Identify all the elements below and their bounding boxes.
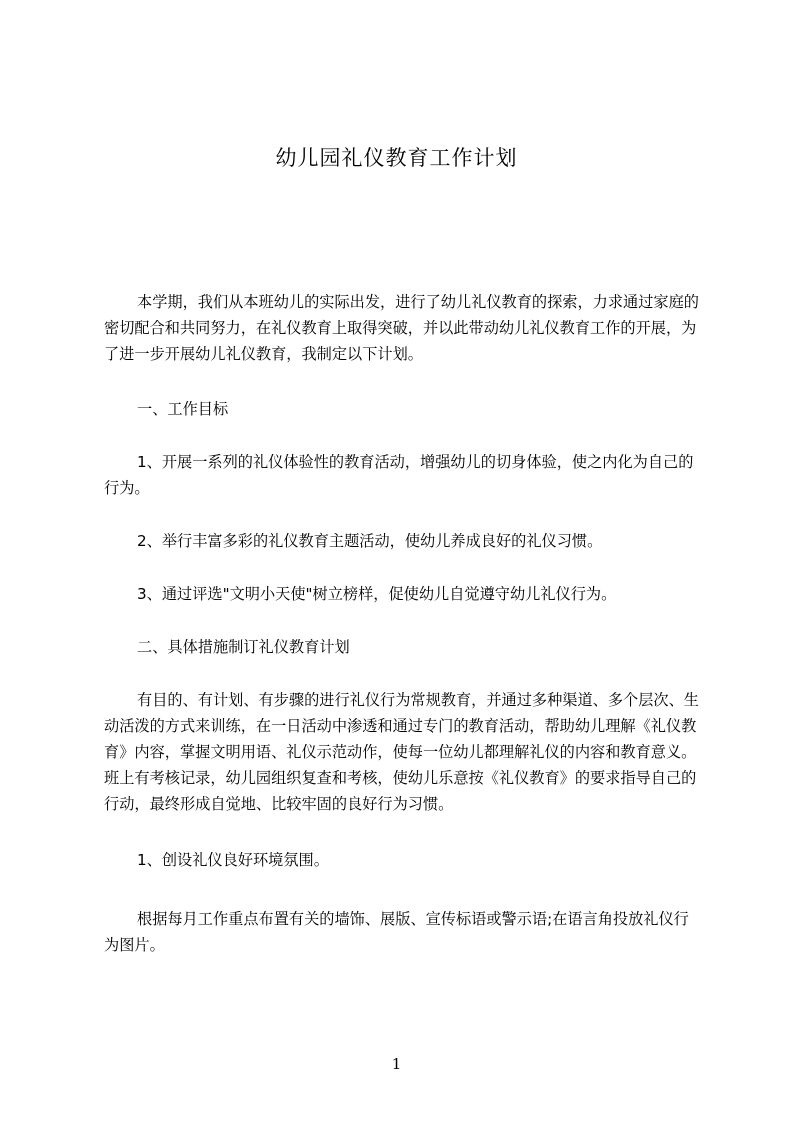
subsection-heading-environment: 1、创设礼仪良好环境氛围。 bbox=[137, 851, 329, 869]
section-heading-measures: 二、具体措施制订礼仪教育计划 bbox=[137, 638, 350, 656]
measures-paragraph: 有目的、有计划、有步骤的进行礼仪行为常规教育，并通过多种渠道、多个层次、生动活泼的方式来训练，在一日活动中渗透和通过专门的教育活动，帮助幼儿理解《礼仪教育》内容，掌握文明用语、礼仪示范动作，使每一位幼儿都理解礼仪的内容和教育意义。班上有考核记录，幼儿园组织复查和考核，使幼儿乐意按《礼仪教育》的要求指导自己的行动，最终形成自觉地、比较牢固的良好行为习惯。 bbox=[104, 691, 699, 813]
goal-item-3: 3、通过评选"文明小天使"树立榜样，促使幼儿自觉遵守幼儿礼仪行为。 bbox=[137, 585, 617, 603]
page-number: 1 bbox=[391, 1055, 402, 1073]
document-title: 幼儿园礼仪教育工作计划 bbox=[275, 146, 518, 170]
environment-paragraph: 根据每月工作重点布置有关的墙饰、展版、宣传标语或警示语;在语言角投放礼仪行为图片。 bbox=[104, 910, 689, 954]
goal-item-1: 1、开展一系列的礼仪体验性的教育活动，增强幼儿的切身体验，使之内化为自己的行为。 bbox=[104, 453, 694, 497]
intro-paragraph: 本学期，我们从本班幼儿的实际出发，进行了幼儿礼仪教育的探索，力求通过家庭的密切配合和共同努力，在礼仪教育上取得突破，并以此带动幼儿礼仪教育工作的开展，为了进一步开展幼儿礼仪教育，我制定以下计划。 bbox=[104, 293, 699, 363]
section-heading-goals: 一、工作目标 bbox=[137, 400, 229, 418]
goal-item-2: 2、举行丰富多彩的礼仪教育主题活动，使幼儿养成良好的礼仪习惯。 bbox=[137, 532, 603, 550]
